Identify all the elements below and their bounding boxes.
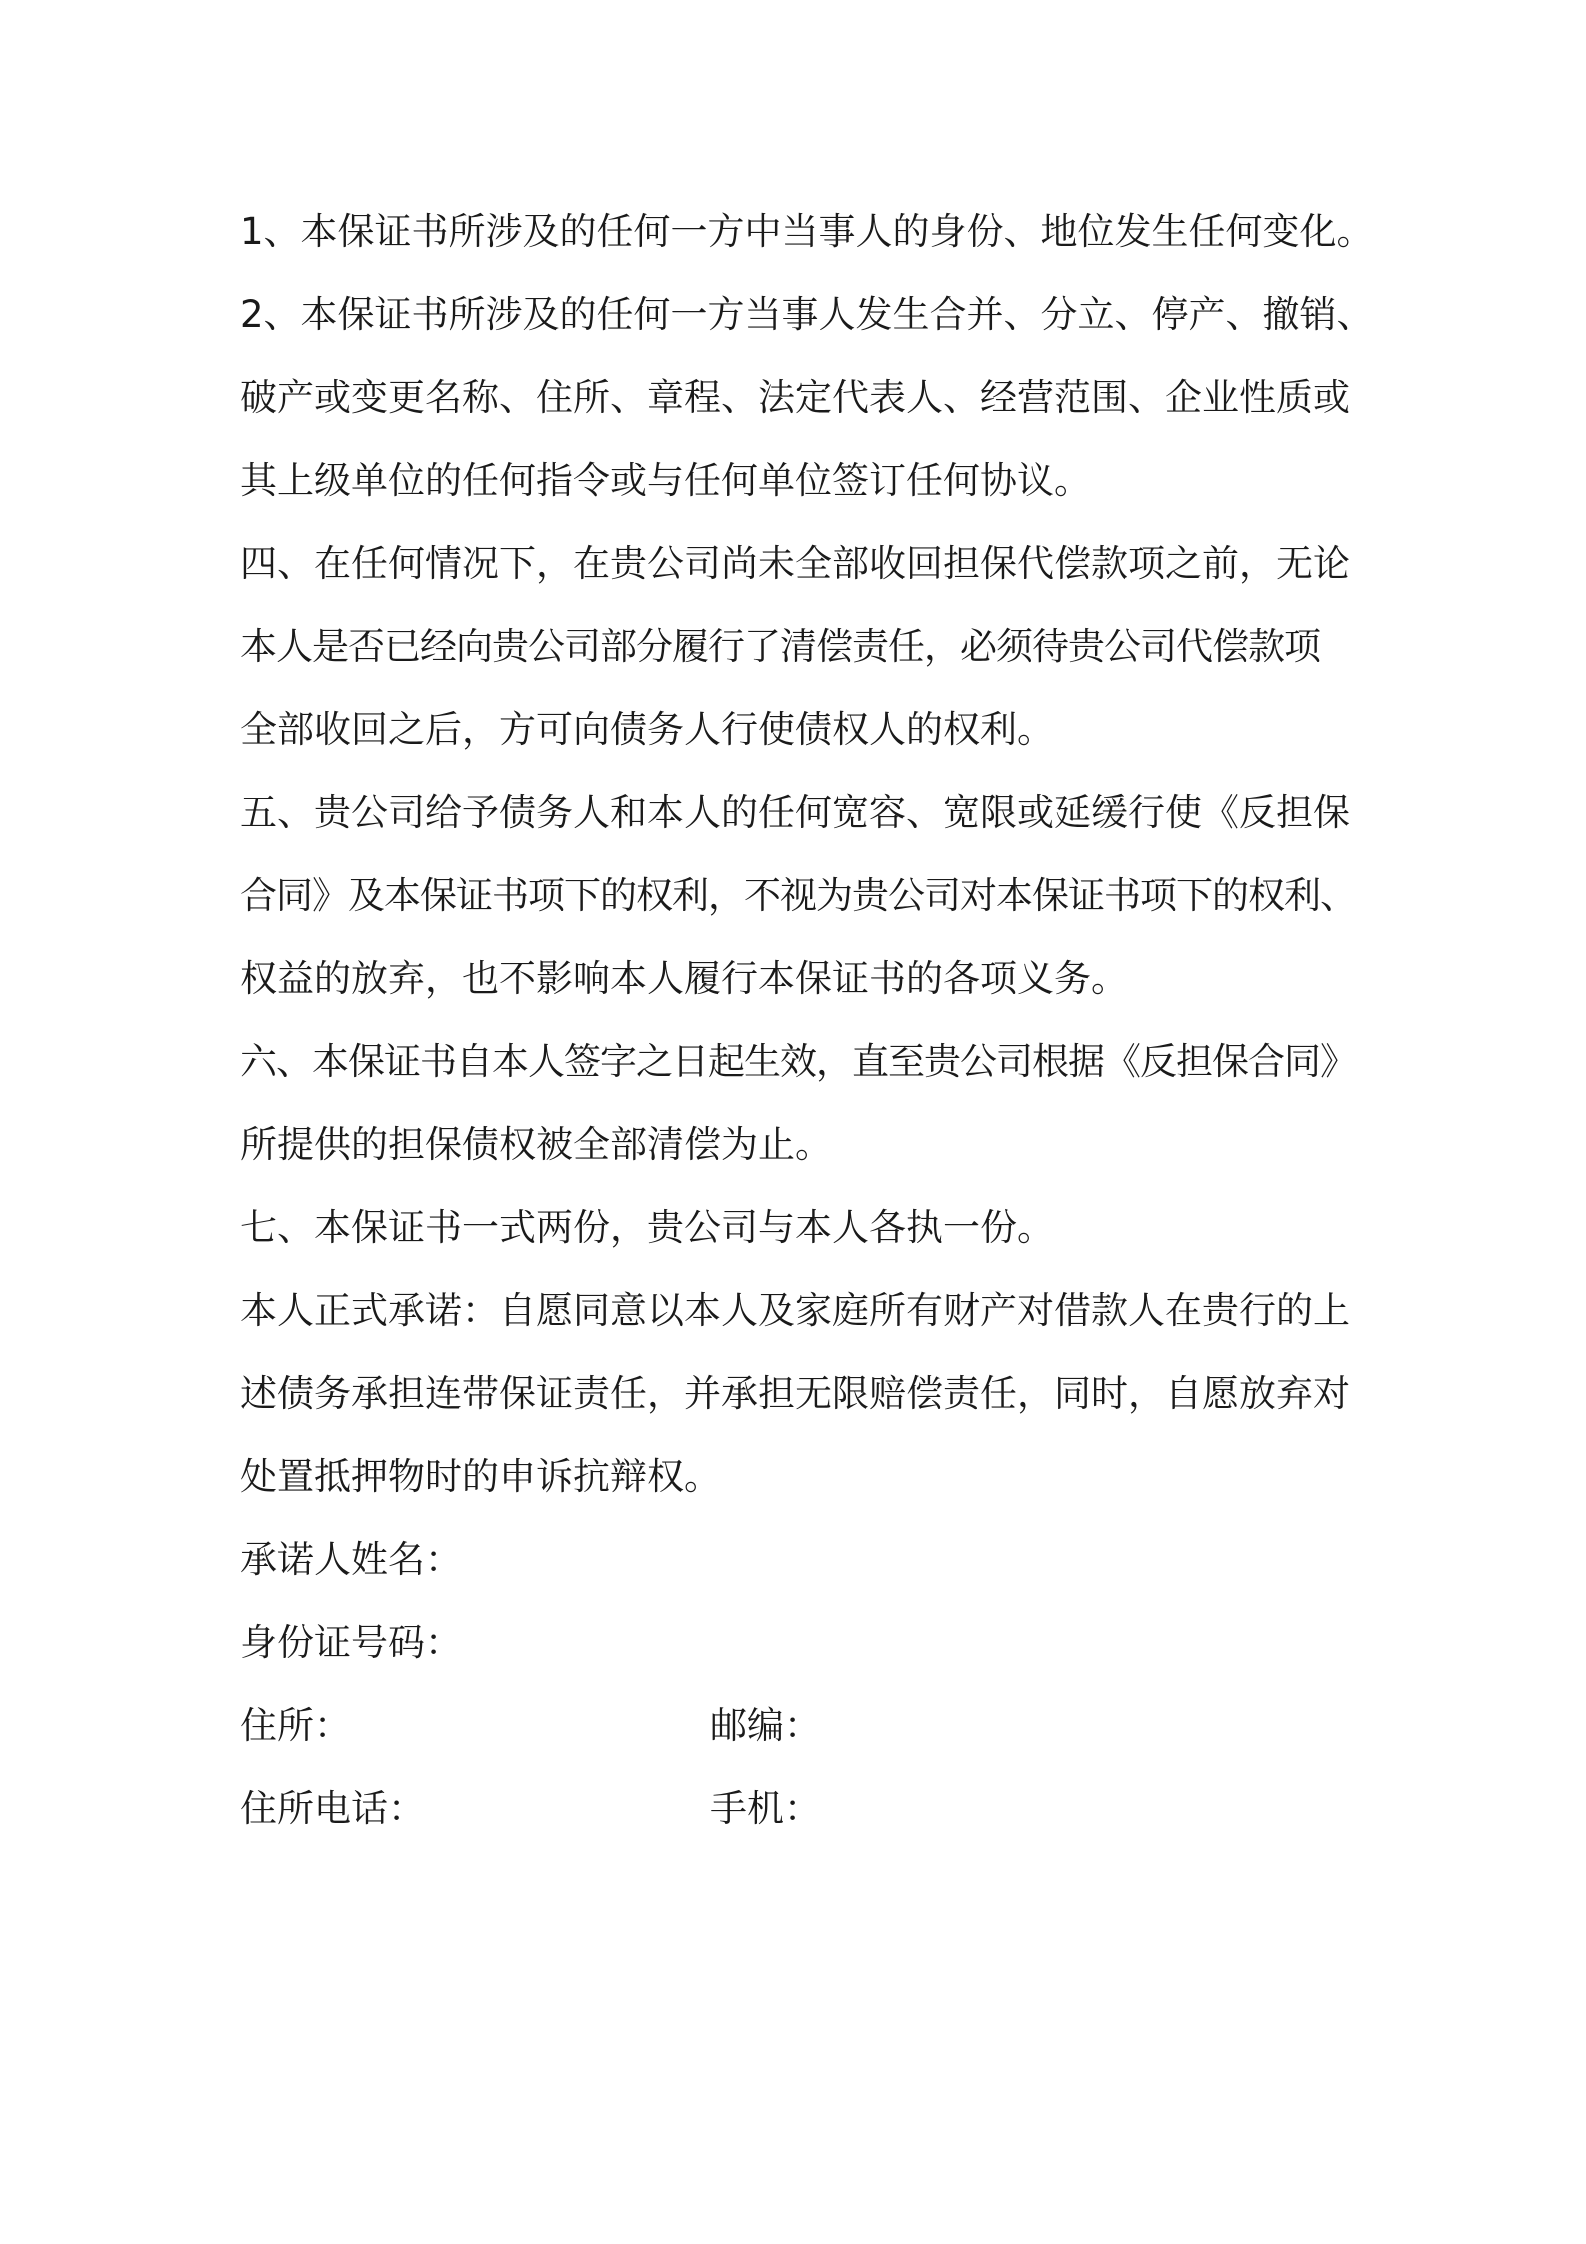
clause-line: 七、本保证书一式两份，贵公司与本人各执一份。: [240, 1206, 1054, 1249]
id-number-label: 身份证号码：: [240, 1621, 462, 1664]
clause-line: 六、本保证书自本人签字之日起生效，直至贵公司根据《反担保合同》: [240, 1040, 1356, 1083]
clause-line: 五、贵公司给予债务人和本人的任何宽容、宽限或延缓行使《反担保: [240, 791, 1350, 834]
commitment-line: 本人正式承诺：自愿同意以本人及家庭所有财产对借款人在贵行的上: [240, 1289, 1350, 1332]
clause-line: 其上级单位的任何指令或与任何单位签订任何协议。: [240, 459, 1091, 502]
clause-line: 1、本保证书所涉及的任何一方中当事人的身份、地位发生任何变化。: [240, 210, 1374, 253]
address-label: 住所：: [240, 1704, 351, 1747]
clause-line: 本人是否已经向贵公司部分履行了清偿责任，必须待贵公司代偿款项: [240, 625, 1320, 668]
clause-line: 破产或变更名称、住所、章程、法定代表人、经营范围、企业性质或: [240, 376, 1350, 419]
name-label: 承诺人姓名：: [240, 1538, 462, 1581]
clause-line: 全部收回之后，方可向债务人行使债权人的权利。: [240, 708, 1054, 751]
clause-line: 2、本保证书所涉及的任何一方当事人发生合并、分立、停产、撤销、: [240, 293, 1374, 336]
commitment-line: 述债务承担连带保证责任，并承担无限赔偿责任，同时，自愿放弃对: [240, 1372, 1350, 1415]
home-phone-label: 住所电话：: [240, 1787, 425, 1830]
clause-line: 所提供的担保债权被全部清偿为止。: [240, 1123, 832, 1166]
postcode-label: 邮编：: [710, 1704, 821, 1747]
clause-line: 合同》及本保证书项下的权利，不视为贵公司对本保证书项下的权利、: [240, 874, 1356, 917]
mobile-label: 手机：: [710, 1787, 821, 1830]
clause-line: 四、在任何情况下，在贵公司尚未全部收回担保代偿款项之前，无论: [240, 542, 1350, 585]
phone-field-row: [240, 1767, 1370, 1850]
name-field-row: [240, 1518, 1370, 1601]
address-field-row: [240, 1684, 1370, 1767]
id-field-row: [240, 1601, 1370, 1684]
commitment-line: 处置抵押物时的申诉抗辩权。: [240, 1455, 721, 1498]
clause-line: 权益的放弃，也不影响本人履行本保证书的各项义务。: [240, 957, 1128, 1000]
document-body: [240, 190, 1374, 1850]
